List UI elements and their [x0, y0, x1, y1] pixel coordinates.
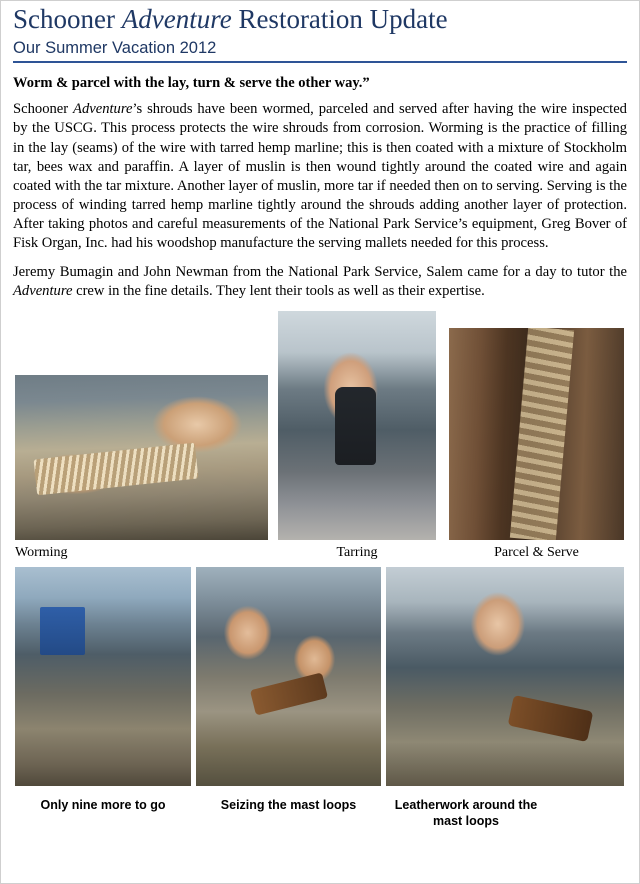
document-header	[13, 1, 627, 63]
worming-photo	[15, 375, 268, 540]
lead-quote: Worm & parcel with the lay, turn & serve the other way.”	[13, 74, 370, 91]
paragraph-2	[13, 263, 627, 301]
leatherwork-caption: Leatherwork around the mast loops	[394, 798, 538, 829]
photo-row-2	[13, 567, 627, 847]
header-divider	[13, 61, 627, 63]
worming-caption: Worming	[15, 545, 68, 561]
seizing-mast-loops-caption: Seizing the mast loops	[220, 798, 357, 813]
nine-more-photo	[15, 567, 191, 786]
paragraph-2-vessel-name: Adventure	[13, 283, 73, 300]
paragraph-1-a: Schooner	[13, 101, 74, 118]
parcel-serve-caption: Parcel & Serve	[494, 545, 579, 561]
seizing-mast-loops-photo	[196, 567, 381, 786]
page-title-part2: Restoration Update	[231, 4, 448, 34]
page-title-vessel-name: Adventure	[121, 4, 232, 34]
page-title	[13, 5, 627, 35]
paragraph-1-b: ’s shrouds have been wormed, parceled and served after having the wire inspected by the USCG. This process protects the wire shrouds from corrosion. Worming is the practice of filling in the lay (seams) of the wire with tarred hemp marline; this is then coated with a mixture of Stockholm tar, bees wax and paraffin. A layer of muslin is then wound tightly around the coated wire and again coated with the tar mixture. Another layer of muslin, more tar if needed then on to serving. Serving is the process of winding tarred hemp marline tightly around the shrouds adding another layer of protection. After taking photos and careful measurements of the National Park Service’s equipment, Greg Bover of Fisk Organ, Inc. had his woodshop manufacture the serving mallets needed for this process.	[13, 101, 627, 252]
page-title-part1: Schooner	[13, 4, 122, 34]
paragraph-1-vessel-name: Adventure	[73, 101, 133, 118]
paragraph-2-a: Jeremy Bumagin and John Newman from the National Park Service, Salem came for a day to tutor the	[13, 264, 627, 281]
tarring-photo	[278, 311, 436, 540]
parcel-serve-photo	[449, 328, 624, 540]
leatherwork-photo	[386, 567, 624, 786]
tarring-caption: Tarring	[336, 545, 378, 561]
page-subtitle: Our Summer Vacation 2012	[13, 38, 217, 57]
photo-row-1	[13, 311, 627, 561]
paragraph-2-b: crew in the fine details. They lent their tools as well as their expertise.	[72, 283, 485, 300]
paragraph-1	[13, 100, 627, 253]
nine-more-caption: Only nine more to go	[40, 798, 166, 813]
